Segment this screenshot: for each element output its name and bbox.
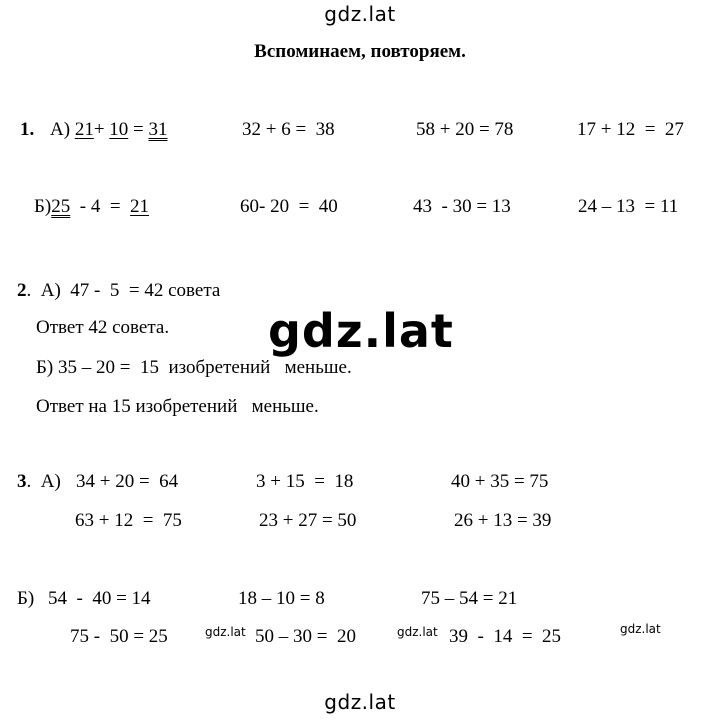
task3-row-b1-expr-3: 75 – 54 = 21	[421, 588, 518, 609]
watermark-small-2: gdz.lat	[397, 625, 438, 639]
page-title: Вспоминаем, повторяем.	[254, 41, 466, 62]
task2-number: 2	[17, 280, 27, 301]
task1-row-a-term1: 21	[74, 119, 94, 140]
watermark-center: gdz.lat	[268, 304, 454, 358]
task3-row-a-label	[17, 472, 61, 491]
task1-row-a-expr-3: 17 + 12 = 27	[577, 119, 684, 140]
task1-row-b-expr-1: 60- 20 = 40	[240, 196, 338, 217]
task1-row-a-label: А)	[50, 119, 71, 140]
task1-row-a-term2: 10	[109, 119, 129, 140]
task3-row-b1-expr-1: 54 - 40 = 14	[48, 588, 151, 609]
task1-row-b-expr-2: 43 - 30 = 13	[413, 196, 511, 217]
task3-row-b2-expr-2: 50 – 30 = 20	[255, 626, 356, 647]
task1-row-a-expr-2: 58 + 20 = 78	[416, 119, 514, 140]
task1-row-b-label: Б)	[34, 196, 52, 217]
task3-row-b2-expr-1: 75 - 50 = 25	[70, 626, 168, 647]
watermark-top: gdz.lat	[324, 2, 396, 26]
task1-row-b-expr-3: 24 – 13 = 11	[578, 196, 679, 217]
task2-line-4: Ответ на 15 изобретений меньше.	[36, 396, 319, 417]
task2-line-3: Б) 35 – 20 = 15 изобретений меньше.	[36, 357, 352, 378]
watermark-bottom: gdz.lat	[324, 690, 396, 714]
task3-row-a2-expr-2: 23 + 27 = 50	[259, 510, 357, 531]
task1-row-a-result: 31	[148, 119, 168, 140]
task1-row-a-eq: =	[128, 119, 149, 140]
task3-row-a1-expr-2: 3 + 15 = 18	[256, 471, 354, 492]
task3-row-a2-expr-1: 63 + 12 = 75	[75, 510, 182, 531]
watermark-small-3: gdz.lat	[620, 622, 661, 636]
task2-line-1	[17, 281, 220, 300]
task3-row-b-label: Б)	[17, 588, 35, 609]
task3-row-b1-expr-2: 18 – 10 = 8	[238, 588, 325, 609]
task1-row-a-op: +	[93, 119, 110, 140]
watermark-small-1: gdz.lat	[205, 625, 246, 639]
task1-row-a-first	[50, 120, 168, 139]
task1-row-b-op: - 4 =	[70, 196, 131, 217]
task3-row-a1-expr-3: 40 + 35 = 75	[451, 471, 549, 492]
task1-row-a-expr-1: 32 + 6 = 38	[242, 119, 335, 140]
task3-row-b2-expr-3: 39 - 14 = 25	[449, 626, 562, 647]
task1-row-b-first	[34, 197, 149, 216]
task2-line-2: Ответ 42 совета.	[36, 317, 170, 338]
task2-line-1-text: . А) 47 - 5 = 42 совета	[26, 280, 221, 301]
task3-row-a1-expr-1: 34 + 20 = 64	[76, 471, 179, 492]
task3-row-a2-expr-3: 26 + 13 = 39	[454, 510, 552, 531]
task1-row-b-result: 21	[130, 196, 150, 217]
task1-row-b-term1: 25	[51, 196, 71, 217]
task1-number: 1.	[20, 119, 35, 140]
task3-row-a-label-text: . А)	[26, 471, 61, 492]
task3-number: 3	[17, 471, 27, 492]
